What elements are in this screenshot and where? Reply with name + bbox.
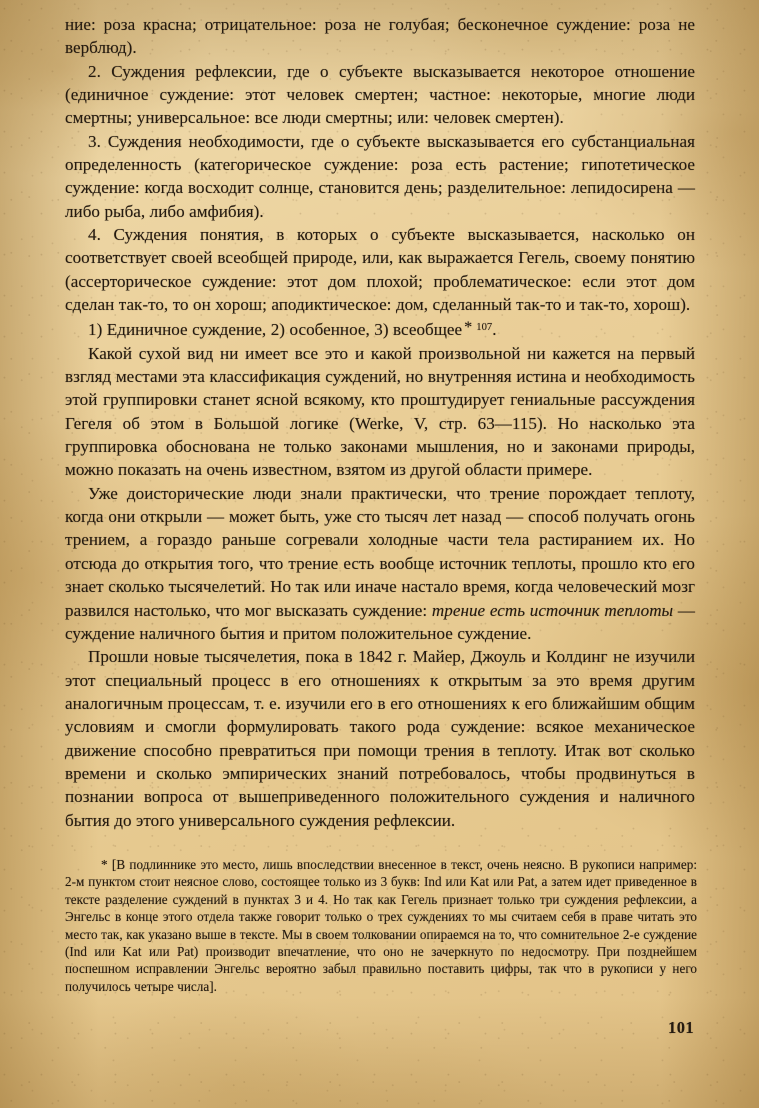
main-text-column bbox=[65, 13, 695, 832]
footnote-star-marker: * bbox=[464, 318, 473, 337]
paragraph-enumeration bbox=[65, 316, 695, 341]
enumeration-trailing-period: . bbox=[492, 320, 497, 340]
paragraph-item-3: 3. Суждения необходимости, где о субъекте высказывается его субстанциальная определенность (категорическое суждение: роза есть растение; гипотетическое суждение: когда восходит солнце, становится день; разделительное: лепидосирена — либо рыба, либо амфибия). bbox=[65, 131, 695, 221]
page-number: 101 bbox=[668, 1018, 694, 1037]
prehistoric-text-part-1: Уже доисторические люди знали практически, что трение порождает теплоту, когда они открыли — может быть, уже сто тысяч лет назад — способ получать огонь трением, а гораздо раньше согревали холодные части тела растиранием их. Но отсюда до открытия того, что трение есть вообще источник теплоты, прошло кто его знает сколько тысячелетий. Но так или иначе настало время, когда человеческий мозг развился настолько, что мог высказать суждение: bbox=[65, 483, 695, 620]
paragraph-item-4: 4. Суждения понятия, в которых о субъекте высказывается, насколько он соответствует своей всеобщей природе, или, как выражается Гегель, своему понятию (ассерторическое суждение: этот дом плохой; проблематическое: если этот дом сделан так-то, то он хорош; аподиктическое: дом, сделанный так-то и так-то, хорош). bbox=[65, 225, 695, 315]
footnote-text: * [В подлиннике это место, лишь впоследствии внесенное в текст, очень неясно. В рукописи например: 2-м пунктом стоит неясное слово, состоящее только из 3 букв: Ind или Kat или Pat, а затем идет приведенное в тексте разделение суждений в пунктах 3 и 4. Но так как Гегель признает только три суждения рефлексии, а Энгельс в конце этого отдела также говорит только о трех суждениях то мы считаем себя в праве читать это место так, как указано выше в тексте. Мы в своем толковании опираемся на то, что сомнительное 2-е суждение (Ind или Kat или Pat) производит впечатление, что оно не зачеркнуто по недосмотру. При позднейшем поспешном исправлении Энгельс вероятно забыл правильно поставить цифры, так что в рукописи у него получилось четыре числа]. bbox=[65, 857, 697, 994]
paragraph-item-2: 2. Суждения рефлексии, где о субъекте высказывается некоторое отношение (единичное суждение: этот человек смертен; частное: некоторые, многие люди смертны; универсальное: все люди смертны; или: человек смертен). bbox=[65, 61, 695, 128]
paragraph-prehistoric bbox=[65, 482, 695, 645]
endnote-number-marker: 107 bbox=[476, 321, 493, 333]
paragraph-millennia: Прошли новые тысячелетия, пока в 1842 г. Майер, Джоуль и Колдинг не изучили этот специальный процесс в его отношениях к открытым за это время другим аналогичным процессам, т. е. изучили его в его отношениях к его ближайшим общим условиям и смогли формулировать такого рода суждение: всякое механическое движение способно превратиться при помощи трения в теплоту. Итак вот сколько времени и сколько эмпирических знаний потребовалось, чтобы продвинуться в познании вопроса от вышеприведенного положительного суждения и наличного бытия до этого универсального суждения рефлексии. bbox=[65, 647, 695, 830]
prehistoric-text-part-2: — суждение наличного бытия и притом положительное суждение. bbox=[65, 600, 696, 643]
enumeration-text: 1) Единичное суждение, 2) особенное, 3) всеобщее bbox=[88, 320, 463, 340]
italic-judgement-phrase: трение есть источник теплоты bbox=[431, 600, 674, 620]
paragraph-continuation: ние: роза красна; отрицательное: роза не голубая; бесконечное суждение: роза не верблюд). bbox=[65, 15, 695, 58]
footnote-block bbox=[65, 856, 697, 995]
paragraph-dry-look: Какой сухой вид ни имеет все это и какой произвольной ни кажется на первый взгляд местами эта классификация суждений, но внутренняя истина и необходимость этой группировки станет ясной всякому, кто проштудирует гениальные рассуждения Гегеля об этом в Большой логике (Werke, V, стр. 63—115). Но насколько эта группировка обоснована не только законами мышления, но и законами природы, можно показать на очень известном, взятом из другой области примере. bbox=[65, 343, 695, 480]
